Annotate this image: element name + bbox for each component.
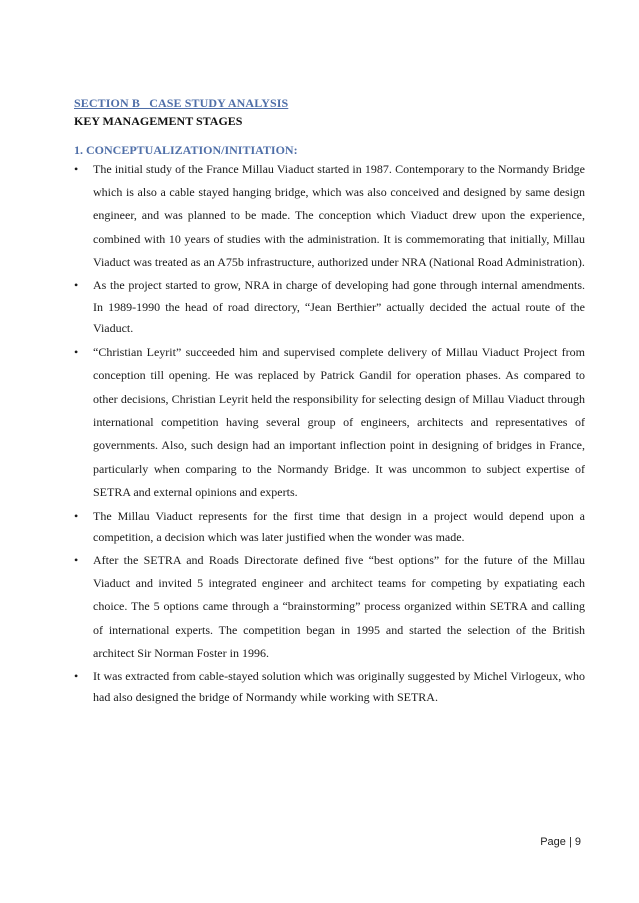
- page-number: Page | 9: [540, 836, 581, 848]
- bullet-item: • After the SETRA and Roads Directorate defined five “best options” for the future of the Millau Viaduct and invited 5 integrated engineer and architect teams for competing by expatiating each choice. The 5 options came through a “brainstorming” process organized within SETRA and calling of international experts. The competition began in 1995 and started the selection of the British architect Sir Norman Foster in 1996.: [74, 549, 585, 665]
- bullet-item: • It was extracted from cable-stayed solution which was originally suggested by Michel Virlogeux, who had also designed the bridge of Normandy while working with SETRA.: [74, 666, 585, 708]
- bullet-item: • The Millau Viaduct represents for the first time that design in a project would depend upon a competition, a decision which was later justified when the wonder was made.: [74, 506, 585, 548]
- section-title: SECTION B CASE STUDY ANALYSIS: [74, 96, 289, 110]
- bullet-item: • As the project started to grow, NRA in charge of developing had gone through internal amendments. In 1989-1990 the head of road directory, “Jean Berthier” actually decided the actual route of the Viaduct.: [74, 275, 585, 340]
- section-heading: 1. CONCEPTUALIZATION/INITIATION:: [74, 143, 298, 157]
- bullet-item: • The initial study of the France Millau Viaduct started in 1987. Contemporary to the Normandy Bridge which is also a cable stayed hanging bridge, which was also conceived and designed by same design engineer, and was planned to be made. The conception which Viaduct drew upon the experience, combined with 10 years of studies with the administration. It is commemorating that initially, Millau Viaduct was treated as an A75b infrastructure, authorized under NRA (National Road Administration).: [74, 158, 585, 274]
- bullet-item: • “Christian Leyrit” succeeded him and supervised complete delivery of Millau Viaduct Project from conception till opening. He was replaced by Patrick Gandil for operation phases. As compared to other decisions, Christian Leyrit held the responsibility for selecting design of Millau Viaduct through international competition having several group of engineers, architects and representatives of governments. Also, such design had an important inflection point in designing of bridges in France, particularly when comparing to the Normandy Bridge. It was uncommon to subject expertise of SETRA and external opinions and experts.: [74, 341, 585, 505]
- bullet-list: [74, 158, 585, 708]
- subtitle: KEY MANAGEMENT STAGES: [74, 114, 243, 128]
